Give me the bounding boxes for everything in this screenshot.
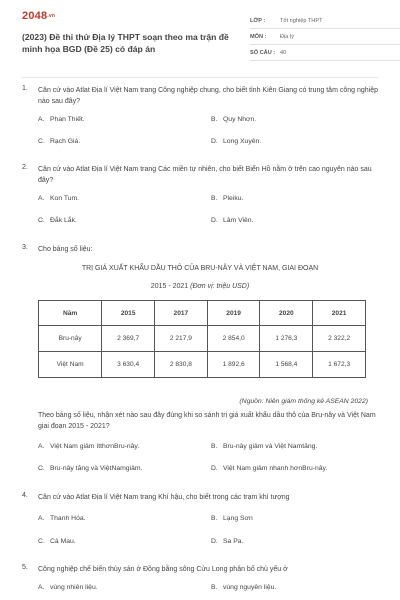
q4-option-a[interactable]: A. Thanh Hóa.	[38, 515, 86, 522]
question-number: 2.	[22, 164, 28, 171]
column-header: 2020	[260, 301, 313, 326]
meta-key: MÔN :	[250, 33, 267, 40]
table-cell: 1 892,6	[207, 352, 260, 378]
q1-option-d[interactable]: D. Long Xuyên.	[211, 138, 262, 145]
table-cell: 2 854,0	[207, 326, 260, 352]
column-header: 2019	[207, 301, 260, 326]
site-logo[interactable]: 2048.vn	[22, 10, 56, 22]
column-header: 2015	[102, 301, 155, 326]
header-divider	[22, 77, 378, 78]
question-text: Căn cứ vào Atlat Địa lí Việt Nam trang Công nghiệp chung, cho biết tỉnh Kiên Giang có trung tâm công nghiệp nào sau đây?	[38, 87, 378, 105]
q2-option-b[interactable]: B. Pleiku.	[211, 195, 244, 202]
q5-option-a[interactable]: A. vùng nhiên liệu.	[38, 584, 98, 591]
table-row	[39, 326, 366, 352]
meta-key: LỚP :	[250, 17, 266, 24]
table-cell: 1 568,4	[260, 352, 313, 378]
question-5	[22, 564, 378, 575]
q3-option-d[interactable]: D. Việt Nam giảm nhanh hơnBru-nây.	[211, 465, 328, 472]
exam-meta	[250, 13, 400, 61]
meta-row-class	[250, 13, 400, 29]
column-header: Năm	[39, 301, 102, 326]
q2-option-d[interactable]: D. Lâm Viên.	[211, 217, 254, 224]
q1-option-b[interactable]: B. Quy Nhơn.	[211, 116, 257, 123]
meta-row-count	[250, 45, 400, 61]
question-2	[22, 164, 378, 186]
table-cell: 2 322,2	[313, 326, 366, 352]
q4-option-b[interactable]: B. Lạng Sơn	[211, 515, 253, 522]
table-row	[39, 352, 366, 378]
meta-value: Tốt nghiệp THPT	[280, 17, 323, 24]
table-source: (Nguồn: Niên giám thống kê ASEAN 2022)	[239, 398, 368, 405]
table-cell: 2 369,7	[102, 326, 155, 352]
column-header: 2021	[313, 301, 366, 326]
question-4	[22, 492, 378, 503]
question-text: Căn cứ vào Atlat Địa lí Việt Nam trang Các miền tự nhiên, cho biết Biển Hồ nằm ở trên cao nguyên nào sau đây?	[38, 166, 372, 184]
question-3	[22, 244, 378, 255]
q2-option-c[interactable]: C. Đắk Lắk.	[38, 217, 77, 224]
table-title: TRỊ GIÁ XUẤT KHẨU DẦU THÔ CỦA BRU-NÂY VÀ VIỆT NAM, GIAI ĐOẠN	[81, 265, 319, 272]
q4-option-d[interactable]: D. Sa Pa.	[211, 538, 244, 545]
q1-option-c[interactable]: C. Rạch Giá.	[38, 138, 81, 145]
header	[22, 0, 378, 80]
table-cell: 2 830,8	[155, 352, 208, 378]
q5-option-b[interactable]: B. vùng nguyên liệu.	[211, 584, 277, 591]
meta-value: Địa lý	[280, 33, 294, 40]
q3-option-a[interactable]: A. Việt Nam giảm ítthơnBru-nây.	[38, 443, 140, 450]
question-number: 1.	[22, 85, 28, 92]
table-cell: 3 630,4	[102, 352, 155, 378]
table-cell: 1 672,3	[313, 352, 366, 378]
q3-option-c[interactable]: C. Bru-nây tăng và ViệtNamgiảm.	[38, 465, 143, 472]
question-number: 4.	[22, 492, 28, 499]
table-subtitle: 2015 - 2021 (Đơn vị: triệu USD)	[150, 283, 250, 290]
question-number: 5.	[22, 564, 28, 571]
page-title: (2023) Đề thi thử Địa lý THPT soạn theo ma trận đề minh họa BGD (Đề 25) có đáp án	[22, 32, 229, 54]
q1-option-a[interactable]: A. Phan Thiết.	[38, 116, 85, 123]
table-header-row	[39, 301, 366, 326]
table-cell: Việt Nam	[39, 352, 102, 378]
question-text: Cho bảng số liệu:	[38, 246, 93, 253]
column-header: 2017	[155, 301, 208, 326]
table-cell: 1 276,3	[260, 326, 313, 352]
meta-value: 40	[280, 49, 287, 56]
question-3-prompt	[22, 410, 378, 432]
question-1	[22, 85, 378, 107]
meta-key: SỐ CÂU :	[250, 49, 276, 56]
q3-option-b[interactable]: B. Bru-nây giảm và Việt Namtăng.	[211, 443, 318, 450]
meta-row-subject	[250, 29, 400, 45]
q2-option-a[interactable]: A. Kon Tum.	[38, 195, 80, 202]
table-cell: 2 217,9	[155, 326, 208, 352]
q4-option-c[interactable]: C. Cà Mau.	[38, 538, 76, 545]
table-cell: Bru-nây	[39, 326, 102, 352]
export-table	[38, 300, 366, 378]
question-text: Công nghiệp chế biến thủy sản ở Đồng bằng sông Cửu Long phân bố chủ yếu ở	[38, 566, 288, 573]
question-number: 3.	[22, 244, 28, 251]
question-text: Căn cứ vào Atlat Địa lí Việt Nam trang Khí hậu, cho biết trong các trạm khí tượng	[38, 494, 290, 501]
question-text: Theo bảng số liệu, nhận xét nào sau đây đúng khi so sánh trị giá xuất khẩu dầu thô của Bru-nây và Việt Nam giai đoạn 2015 - 2021?	[38, 412, 376, 430]
